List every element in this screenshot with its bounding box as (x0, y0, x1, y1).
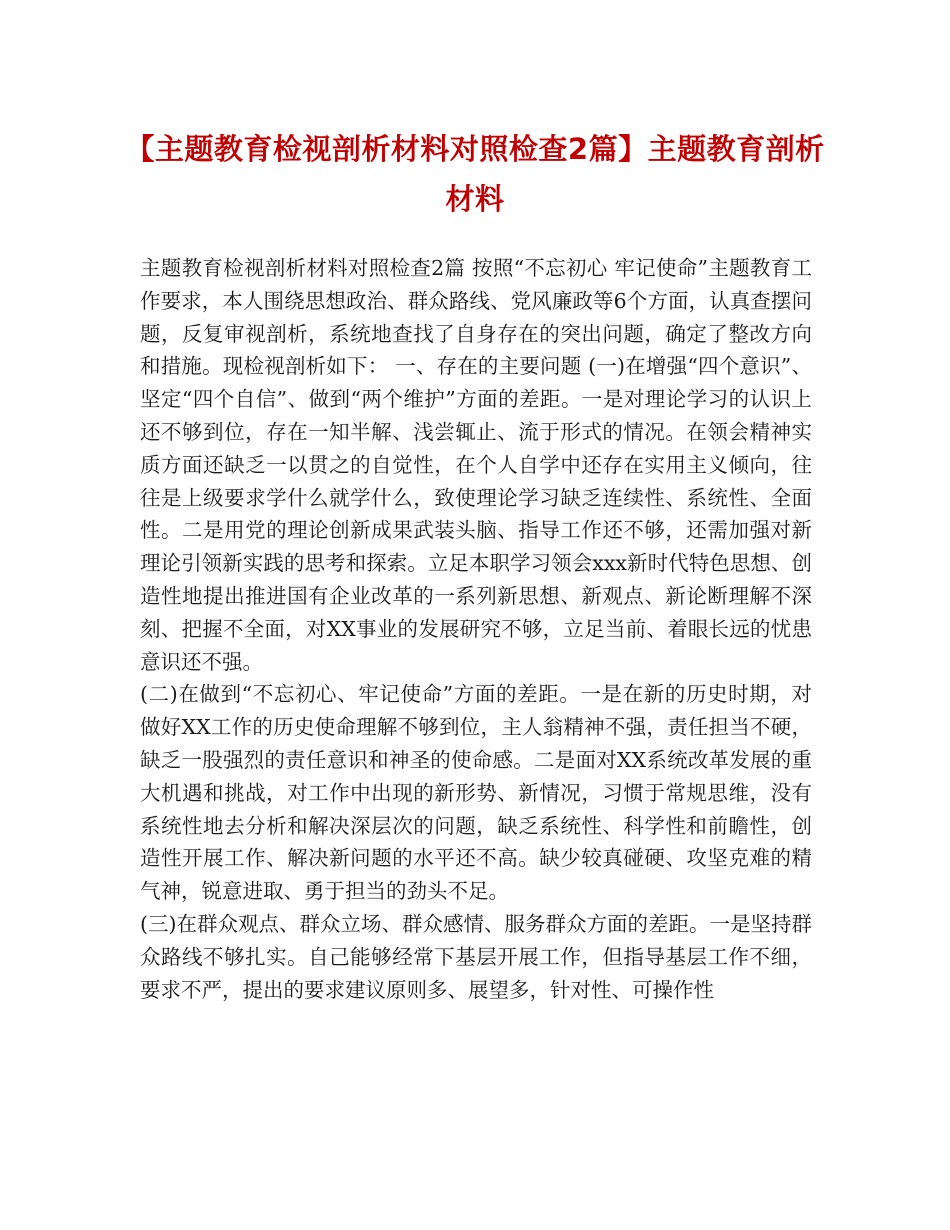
document-body (140, 252, 812, 1006)
document-title: 【主题教育检视剖析材料对照检查2篇】主题教育剖析材料 (125, 132, 825, 216)
paragraph-section-two: (二)在做到“不忘初心、牢记使命”方面的差距。一是在新的历史时期，对做好XX工作的历史使命理解不够到位，主人翁精神不强，责任担当不硬，缺乏一股强烈的责任意识和神圣的使命感。二是面对XX系统改革发展的重大机遇和挑战，对工作中出现的新形势、新情况，习惯于常规思维，没有系统性地去分析和解决深层次的问题，缺乏系统性、科学性和前瞻性，创造性开展工作、解决新问题的水平还不高。缺少较真碰硬、攻坚克难的精气神，锐意进取、勇于担当的劲头不足。 (140, 682, 812, 904)
paragraph-intro: 主题教育检视剖析材料对照检查2篇 按照“不忘初心 牢记使命”主题教育工作要求，本人围绕思想政治、群众路线、党风廉政等6个方面，认真查摆问题，反复审视剖析，系统地查找了自身存在的突出问题，确定了整改方向和措施。现检视剖析如下： 一、存在的主要问题 (一)在增强“四个意识”、坚定“四个自信”、做到“两个维护”方面的差距。一是对理论学习的认识上还不够到位，存在一知半解、浅尝辄止、流于形式的情况。在领会精神实质方面还缺乏一以贯之的自觉性，在个人自学中还存在实用主义倾向，往往是上级要求学什么就学什么，致使理论学习缺乏连续性、系统性、全面性。二是用党的理论创新成果武装头脑、指导工作还不够，还需加强对新理论引领新实践的思考和探索。立足本职学习领会xxx新时代特色思想、创造性地提出推进国有企业改革的一系列新思想、新观点、新论断理解不深刻、把握不全面，对XX事业的发展研究不够，立足当前、着眼长远的忧患意识还不强。 (140, 256, 812, 674)
paragraph-section-three: (三)在群众观点、群众立场、群众感情、服务群众方面的差距。一是坚持群众路线不够扎实。自己能够经常下基层开展工作，但指导基层工作不细，要求不严，提出的要求建议原则多、展望多，针对性、可操作性 (140, 911, 812, 1002)
